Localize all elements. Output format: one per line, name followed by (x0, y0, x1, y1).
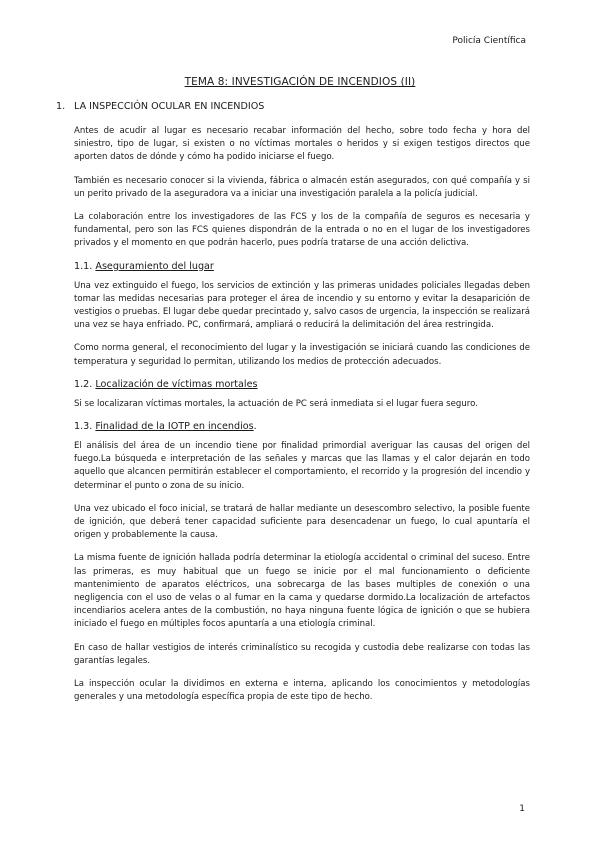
section-heading (56, 101, 530, 113)
subsection-number: 1.2. (74, 378, 93, 390)
paragraph: Antes de acudir al lugar es necesario recabar información del hecho, sobre todo fecha y hora del siniestro, tipo de lugar, si existen o no víctimas mortales o heridos y si exigen testigos directos que aporten datos de dónde y cómo ha podido iniciarse el fuego. (74, 126, 530, 163)
paragraph: Una vez ubicado el foco inicial, se tratará de hallar mediante un desescombro selectivo, la posible fuente de ignición, que deberá tener capacidad suficiente para desencadenar un fuego, lo cual apuntaría el origen y probablemente la causa. (74, 503, 530, 541)
subsection-number: 1.1. (74, 260, 93, 272)
page-number: 1 (519, 804, 525, 814)
document-title: TEMA 8: INVESTIGACIÓN DE INCENDIOS (II) (184, 76, 416, 88)
subsection-heading (74, 261, 530, 273)
subsection-heading (74, 379, 530, 391)
subsection-title: Localización de víctimas mortales (95, 378, 258, 390)
document-body (56, 101, 530, 715)
section-number: 1. (56, 101, 66, 112)
paragraph: El análisis del área de un incendio tiene por finalidad primordial averiguar las causas del origen del fuego.La búsqueda e interpretación de las señales y marcas que las llamas y el calor dejarán en todo aquello que alcancen permitirán establecer el comportamiento, el recorrido y la progresión del incendio y determinar el punto o zona de su inicio. (74, 441, 530, 491)
paragraph: La misma fuente de ignición hallada podría determinar la etiología accidental o criminal del suceso. Entre las primeras, es muy habitual que un fuego se inicie por el mal funcionamiento o deficiente mantenimiento de aparatos eléctricos, una sobrecarga de las bases multiples de conexión o una negligencia con el uso de velas o al fumar en la cama y quedarse dormido.La localización de artefactos incendiarios acelera antes de la combustión, no haya ninguna fuente lógica de ignición o que se hubiera iniciado el fuego en múltiples focos apuntaría a una etiología criminal. (74, 553, 530, 630)
paragraph: También es necesario conocer si la vivienda, fábrica o almacén están asegurados, con qué compañía y si un perito privado de la aseguradora va a iniciar una investigación paralela a la policía judicial. (74, 175, 530, 199)
paragraph: Como norma general, el reconocimiento del lugar y la investigación se iniciará cuando las condiciones de temperatura y seguridad lo permitan, utilizando los medios de protección adecuados. (74, 343, 530, 367)
paragraph: La inspección ocular la dividimos en externa e interna, aplicando los conocimientos y metodologías generales y una metodología específica propia de este tipo de hecho. (74, 679, 530, 703)
subsection-title: Finalidad de la IOTP en incendios (95, 421, 254, 433)
paragraph: La colaboración entre los investigadores de las FCS y los de la compañía de seguros es necesaria y fundamental, pero son las FCS quienes dispondrán de la entrada o no en el lugar de los investigadores privados y el momento en que podrán hacerlo, pues podría tratarse de una acción delictiva. (74, 212, 530, 249)
subsection-heading (74, 421, 530, 433)
page-header: Policía Científica (452, 36, 526, 46)
paragraph: En caso de hallar vestigios de interés criminalístico su recogida y custodia debe realizarse con todas las garantías legales. (74, 642, 530, 666)
paragraph: Si se localizaran víctimas mortales, la actuación de PC será inmediata si el lugar fuera seguro. (74, 398, 478, 409)
subsection-number: 1.3. (74, 421, 93, 433)
subsection-title: Aseguramiento del lugar (95, 260, 214, 272)
section-title: LA INSPECCIÓN OCULAR EN INCENDIOS (74, 101, 265, 112)
subsection-title-suffix: . (253, 421, 257, 433)
paragraph: Una vez extinguido el fuego, los servicios de extinción y las primeras unidades policiales llegadas deben tomar las medidas necesarias para proteger el área de incendio y su entorno y evitar la desaparición de vestigios o pruebas. El lugar debe quedar precintado y, salvo casos de urgencia, la inspección se realizará una vez se haya enfriado. PC, confirmará, ampliará o reducirá la delimitación del área restringida. (74, 280, 530, 331)
